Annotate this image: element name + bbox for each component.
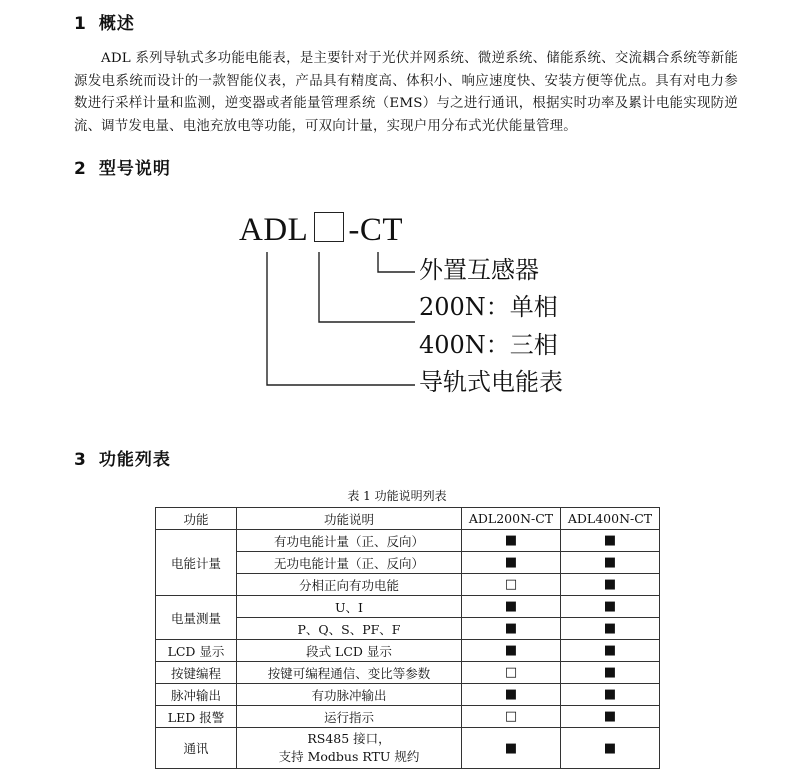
- adl400n-mark: ■: [561, 684, 660, 706]
- adl400n-mark: ■: [561, 618, 660, 640]
- description-cell: 分相正向有功电能: [237, 574, 462, 596]
- group-cell: 电量测量: [156, 596, 237, 640]
- group-cell: LCD 显示: [156, 640, 237, 662]
- adl200n-mark: ■: [462, 728, 561, 769]
- section-heading-model: [74, 154, 171, 179]
- description-cell: P、Q、S、PF、F: [237, 618, 462, 640]
- group-cell: 脉冲输出: [156, 684, 237, 706]
- adl400n-mark: ■: [561, 574, 660, 596]
- group-cell: 按键编程: [156, 662, 237, 684]
- adl400n-mark: ■: [561, 728, 660, 769]
- section-title: 型号说明: [98, 159, 171, 179]
- group-cell: 电能计量: [156, 530, 237, 596]
- adl400n-mark: ■: [561, 706, 660, 728]
- model-label-din-rail-meter: 导轨式电能表: [419, 368, 563, 396]
- description-line: 支持 Modbus RTU 规约: [278, 749, 420, 764]
- overview-paragraph: ADL 系列导轨式多功能电能表，是主要针对于光伏并网系统、微逆系统、储能系统、交流耦合系统等新能源发电系统而设计的一款智能仪表，产品具有精度高、体积小、响应速度快、安装方便等优点。具有对电力参数进行采样计量和监测，逆变器或者能量管理系统（EMS）与之进行通讯，根据实时功率及累计电能实现防逆流、调节发电量、电池充放电等功能，可双向计量，实现户用分布式光伏能量管理。: [74, 51, 738, 134]
- section-title: 功能列表: [98, 450, 171, 470]
- adl200n-mark: □: [462, 662, 561, 684]
- section-number: 3: [74, 450, 87, 470]
- header-function: 功能: [156, 508, 237, 530]
- header-description: 功能说明: [237, 508, 462, 530]
- description-cell: 运行指示: [237, 706, 462, 728]
- model-label-three-phase: 400N：三相: [419, 331, 558, 359]
- adl200n-mark: ■: [462, 552, 561, 574]
- adl200n-mark: ■: [462, 684, 561, 706]
- ct-bracket-line: [378, 252, 415, 272]
- table-row: [156, 662, 660, 684]
- adl200n-mark: ■: [462, 618, 561, 640]
- adl400n-mark: ■: [561, 596, 660, 618]
- model-suffix: -CT: [348, 212, 403, 248]
- table-header-row: [156, 508, 660, 530]
- description-cell: 有功脉冲输出: [237, 684, 462, 706]
- description-cell: 按键可编程通信、变比等参数: [237, 662, 462, 684]
- description-cell: [237, 728, 462, 769]
- section-number: 1: [74, 14, 87, 34]
- adl200n-mark: ■: [462, 596, 561, 618]
- description-cell: 无功电能计量（正、反向）: [237, 552, 462, 574]
- group-cell: 通讯: [156, 728, 237, 769]
- adl400n-mark: ■: [561, 640, 660, 662]
- adl200n-mark: ■: [462, 640, 561, 662]
- adl200n-mark: ■: [462, 530, 561, 552]
- header-adl400n: ADL400N-CT: [561, 508, 660, 530]
- table-row: [156, 706, 660, 728]
- table-row: [156, 728, 660, 769]
- description-cell: 有功电能计量（正、反向）: [237, 530, 462, 552]
- model-prefix: ADL: [239, 212, 309, 248]
- section-number: 2: [74, 159, 87, 179]
- header-adl200n: ADL200N-CT: [462, 508, 561, 530]
- model-placeholder-box: [314, 212, 344, 242]
- table-row: [156, 596, 660, 618]
- model-label-ct: 外置互感器: [419, 256, 539, 284]
- model-code: [239, 212, 403, 247]
- adl200n-mark: □: [462, 706, 561, 728]
- adl200n-mark: □: [462, 574, 561, 596]
- section-heading-features: [74, 445, 171, 470]
- adl400n-mark: ■: [561, 662, 660, 684]
- group-cell: LED 报警: [156, 706, 237, 728]
- feature-table: [155, 507, 660, 769]
- section-title: 概述: [98, 14, 135, 34]
- description-cell: U、I: [237, 596, 462, 618]
- model-label-single-phase: 200N：单相: [419, 293, 558, 321]
- table-caption: 表 1 功能说明列表: [347, 489, 447, 503]
- adl400n-mark: ■: [561, 552, 660, 574]
- table-row: [156, 530, 660, 552]
- adl400n-mark: ■: [561, 530, 660, 552]
- description-line: RS485 接口，: [307, 731, 391, 746]
- description-cell: 段式 LCD 显示: [237, 640, 462, 662]
- table-row: [156, 684, 660, 706]
- section-heading-overview: [74, 9, 135, 34]
- box-bracket-line: [319, 252, 415, 322]
- table-row: [156, 640, 660, 662]
